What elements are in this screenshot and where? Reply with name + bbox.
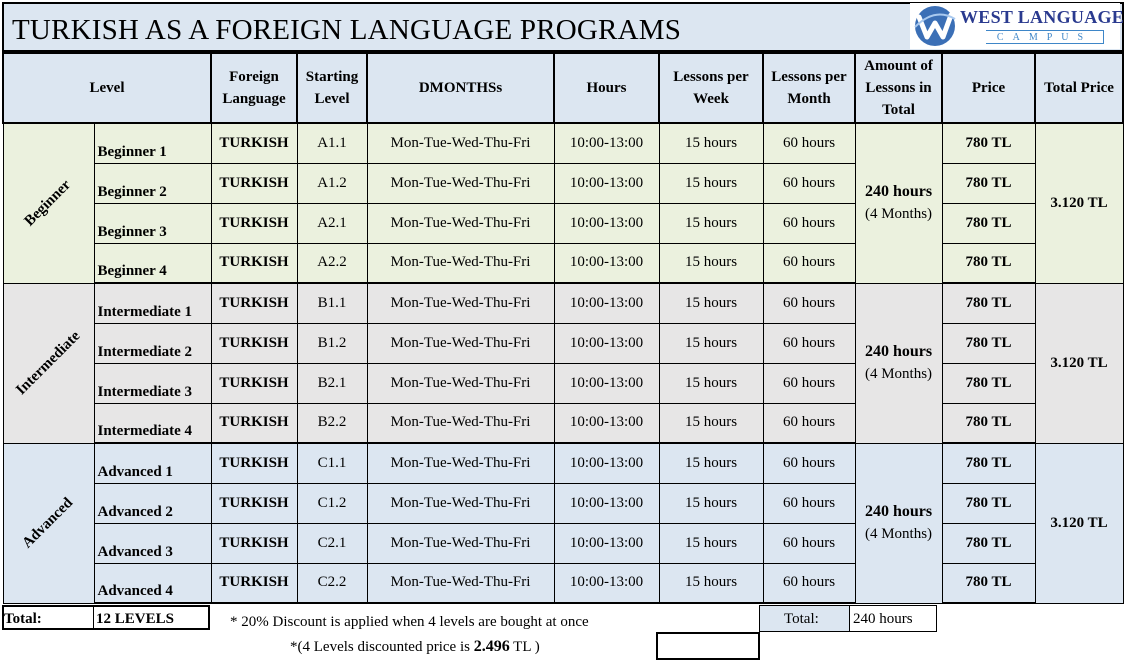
- programs-table: [2, 52, 1124, 604]
- level-name: Advanced 1: [94, 443, 211, 483]
- header-amount-total: Amount of Lessons in Total: [855, 53, 942, 123]
- level-name: Advanced 4: [94, 563, 211, 603]
- table-row: [3, 523, 1123, 563]
- level-name: Intermediate 3: [94, 363, 211, 403]
- group-label-text: Beginner: [21, 176, 75, 230]
- price: 780 TL: [942, 563, 1035, 603]
- amount-total: [855, 283, 942, 443]
- hours: 10:00-13:00: [554, 163, 659, 203]
- group-label: [3, 283, 94, 443]
- lessons-per-month: 60 hours: [763, 203, 855, 243]
- group-label: [3, 443, 94, 603]
- level-name: Beginner 3: [94, 203, 211, 243]
- starting-level: A1.1: [297, 123, 367, 163]
- lessons-per-week: 15 hours: [659, 283, 763, 323]
- level-name: Beginner 1: [94, 123, 211, 163]
- header-row: [3, 53, 1123, 123]
- hours: 10:00-13:00: [554, 283, 659, 323]
- total-price: 3.120 TL: [1035, 123, 1123, 283]
- table-row: [3, 203, 1123, 243]
- hours: 10:00-13:00: [554, 443, 659, 483]
- lessons-per-month: 60 hours: [763, 323, 855, 363]
- lessons-per-month: 60 hours: [763, 443, 855, 483]
- header-hours: Hours: [554, 53, 659, 123]
- days: Mon-Tue-Wed-Thu-Fri: [367, 163, 554, 203]
- footer-total-levels: 12 LEVELS: [96, 611, 174, 627]
- hours: 10:00-13:00: [554, 483, 659, 523]
- foreign-language: TURKISH: [211, 203, 297, 243]
- hours-total-divider: [849, 605, 850, 632]
- amount-total: [855, 123, 942, 283]
- lessons-per-month: 60 hours: [763, 163, 855, 203]
- header-lessons-week: Lessons per Week: [659, 53, 763, 123]
- level-name: Beginner 2: [94, 163, 211, 203]
- starting-level: C2.2: [297, 563, 367, 603]
- discount-price-value: 2.496: [473, 638, 510, 655]
- header-lessons-month: Lessons per Month: [763, 53, 855, 123]
- foreign-language: TURKISH: [211, 123, 297, 163]
- starting-level: A2.2: [297, 243, 367, 283]
- price: 780 TL: [942, 283, 1035, 323]
- hours: 10:00-13:00: [554, 403, 659, 443]
- lessons-per-week: 15 hours: [659, 163, 763, 203]
- hours: 10:00-13:00: [554, 323, 659, 363]
- lessons-per-month: 60 hours: [763, 283, 855, 323]
- hours: 10:00-13:00: [554, 523, 659, 563]
- amount-months: (4 Months): [864, 366, 933, 382]
- table-row: [3, 323, 1123, 363]
- header-starting-level: Starting Level: [297, 53, 367, 123]
- starting-level: C1.2: [297, 483, 367, 523]
- lessons-per-week: 15 hours: [659, 523, 763, 563]
- price: 780 TL: [942, 523, 1035, 563]
- foreign-language: TURKISH: [211, 403, 297, 443]
- lessons-per-week: 15 hours: [659, 443, 763, 483]
- logo-name: WEST LANGUAGE: [960, 7, 1125, 27]
- starting-level: C2.1: [297, 523, 367, 563]
- table-row: [3, 483, 1123, 523]
- days: Mon-Tue-Wed-Thu-Fri: [367, 283, 554, 323]
- table-row: [3, 163, 1123, 203]
- foreign-language: TURKISH: [211, 483, 297, 523]
- table-row: [3, 283, 1123, 323]
- lessons-per-week: 15 hours: [659, 563, 763, 603]
- amount-hours: 240 hours: [864, 343, 933, 360]
- table-body: [3, 123, 1123, 603]
- page-title: TURKISH AS A FOREIGN LANGUAGE PROGRAMS: [12, 14, 682, 46]
- hours-total-value: 240 hours: [853, 611, 913, 627]
- days: Mon-Tue-Wed-Thu-Fri: [367, 243, 554, 283]
- level-name: Intermediate 1: [94, 283, 211, 323]
- logo: [910, 3, 1125, 49]
- days: Mon-Tue-Wed-Thu-Fri: [367, 323, 554, 363]
- starting-level: B2.1: [297, 363, 367, 403]
- hours: 10:00-13:00: [554, 363, 659, 403]
- discount-price-note: [290, 638, 540, 656]
- table-row: [3, 363, 1123, 403]
- table-row: [3, 443, 1123, 483]
- foreign-language: TURKISH: [211, 443, 297, 483]
- days: Mon-Tue-Wed-Thu-Fri: [367, 123, 554, 163]
- lessons-per-week: 15 hours: [659, 123, 763, 163]
- hours-total-label: Total:: [784, 611, 819, 627]
- amount-months: (4 Months): [864, 526, 933, 542]
- days: Mon-Tue-Wed-Thu-Fri: [367, 523, 554, 563]
- w-swoosh-icon: [913, 5, 957, 47]
- discount-price-prefix: *(4 Levels discounted price is: [290, 639, 474, 655]
- table-row: [3, 563, 1123, 603]
- starting-level: B1.1: [297, 283, 367, 323]
- lessons-per-month: 60 hours: [763, 483, 855, 523]
- days: Mon-Tue-Wed-Thu-Fri: [367, 363, 554, 403]
- lessons-per-week: 15 hours: [659, 243, 763, 283]
- starting-level: C1.1: [297, 443, 367, 483]
- foreign-language: TURKISH: [211, 163, 297, 203]
- table-row: [3, 243, 1123, 283]
- lessons-per-month: 60 hours: [763, 523, 855, 563]
- group-label: [3, 123, 94, 283]
- discount-note: * 20% Discount is applied when 4 levels are bought at once: [230, 614, 589, 630]
- level-name: Intermediate 2: [94, 323, 211, 363]
- price: 780 TL: [942, 363, 1035, 403]
- price: 780 TL: [942, 203, 1035, 243]
- lessons-per-month: 60 hours: [763, 243, 855, 283]
- starting-level: B2.2: [297, 403, 367, 443]
- amount-hours: 240 hours: [864, 503, 933, 520]
- header-dmonths: DMONTHSs: [367, 53, 554, 123]
- table-row: [3, 123, 1123, 163]
- foreign-language: TURKISH: [211, 563, 297, 603]
- header-price: Price: [942, 53, 1035, 123]
- days: Mon-Tue-Wed-Thu-Fri: [367, 403, 554, 443]
- hours: 10:00-13:00: [554, 243, 659, 283]
- hours: 10:00-13:00: [554, 203, 659, 243]
- starting-level: B1.2: [297, 323, 367, 363]
- price: 780 TL: [942, 483, 1035, 523]
- days: Mon-Tue-Wed-Thu-Fri: [367, 483, 554, 523]
- days: Mon-Tue-Wed-Thu-Fri: [367, 443, 554, 483]
- header-level: Level: [3, 53, 211, 123]
- lessons-per-month: 60 hours: [763, 563, 855, 603]
- amount-months: (4 Months): [864, 206, 933, 223]
- price: 780 TL: [942, 243, 1035, 283]
- lessons-per-week: 15 hours: [659, 483, 763, 523]
- foreign-language: TURKISH: [211, 243, 297, 283]
- lessons-per-week: 15 hours: [659, 403, 763, 443]
- level-name: Intermediate 4: [94, 403, 211, 443]
- price: 780 TL: [942, 163, 1035, 203]
- table-row: [3, 403, 1123, 443]
- level-name: Beginner 4: [94, 243, 211, 283]
- amount-hours: 240 hours: [864, 183, 933, 201]
- foreign-language: TURKISH: [211, 323, 297, 363]
- level-name: Advanced 2: [94, 483, 211, 523]
- lessons-per-week: 15 hours: [659, 203, 763, 243]
- selected-cell[interactable]: [656, 632, 760, 660]
- group-label-text: Advanced: [19, 494, 77, 551]
- header-foreign-language: Foreign Language: [211, 53, 297, 123]
- footer-total-label: Total:: [4, 611, 42, 627]
- logo-sub: CAMPUS: [986, 30, 1104, 44]
- footer-divider: [93, 605, 94, 630]
- hours: 10:00-13:00: [554, 123, 659, 163]
- total-price: 3.120 TL: [1035, 283, 1123, 443]
- amount-total: [855, 443, 942, 603]
- lessons-per-week: 15 hours: [659, 363, 763, 403]
- foreign-language: TURKISH: [211, 523, 297, 563]
- group-label-text: Intermediate: [13, 327, 84, 398]
- starting-level: A1.2: [297, 163, 367, 203]
- price: 780 TL: [942, 323, 1035, 363]
- lessons-per-week: 15 hours: [659, 323, 763, 363]
- header-total-price: Total Price: [1035, 53, 1123, 123]
- days: Mon-Tue-Wed-Thu-Fri: [367, 563, 554, 603]
- price: 780 TL: [942, 123, 1035, 163]
- price: 780 TL: [942, 443, 1035, 483]
- starting-level: A2.1: [297, 203, 367, 243]
- discount-price-suffix: TL ): [509, 639, 540, 655]
- days: Mon-Tue-Wed-Thu-Fri: [367, 203, 554, 243]
- lessons-per-month: 60 hours: [763, 123, 855, 163]
- foreign-language: TURKISH: [211, 283, 297, 323]
- lessons-per-month: 60 hours: [763, 363, 855, 403]
- lessons-per-month: 60 hours: [763, 403, 855, 443]
- total-price: 3.120 TL: [1035, 443, 1123, 603]
- level-name: Advanced 3: [94, 523, 211, 563]
- foreign-language: TURKISH: [211, 363, 297, 403]
- price: 780 TL: [942, 403, 1035, 443]
- hours: 10:00-13:00: [554, 563, 659, 603]
